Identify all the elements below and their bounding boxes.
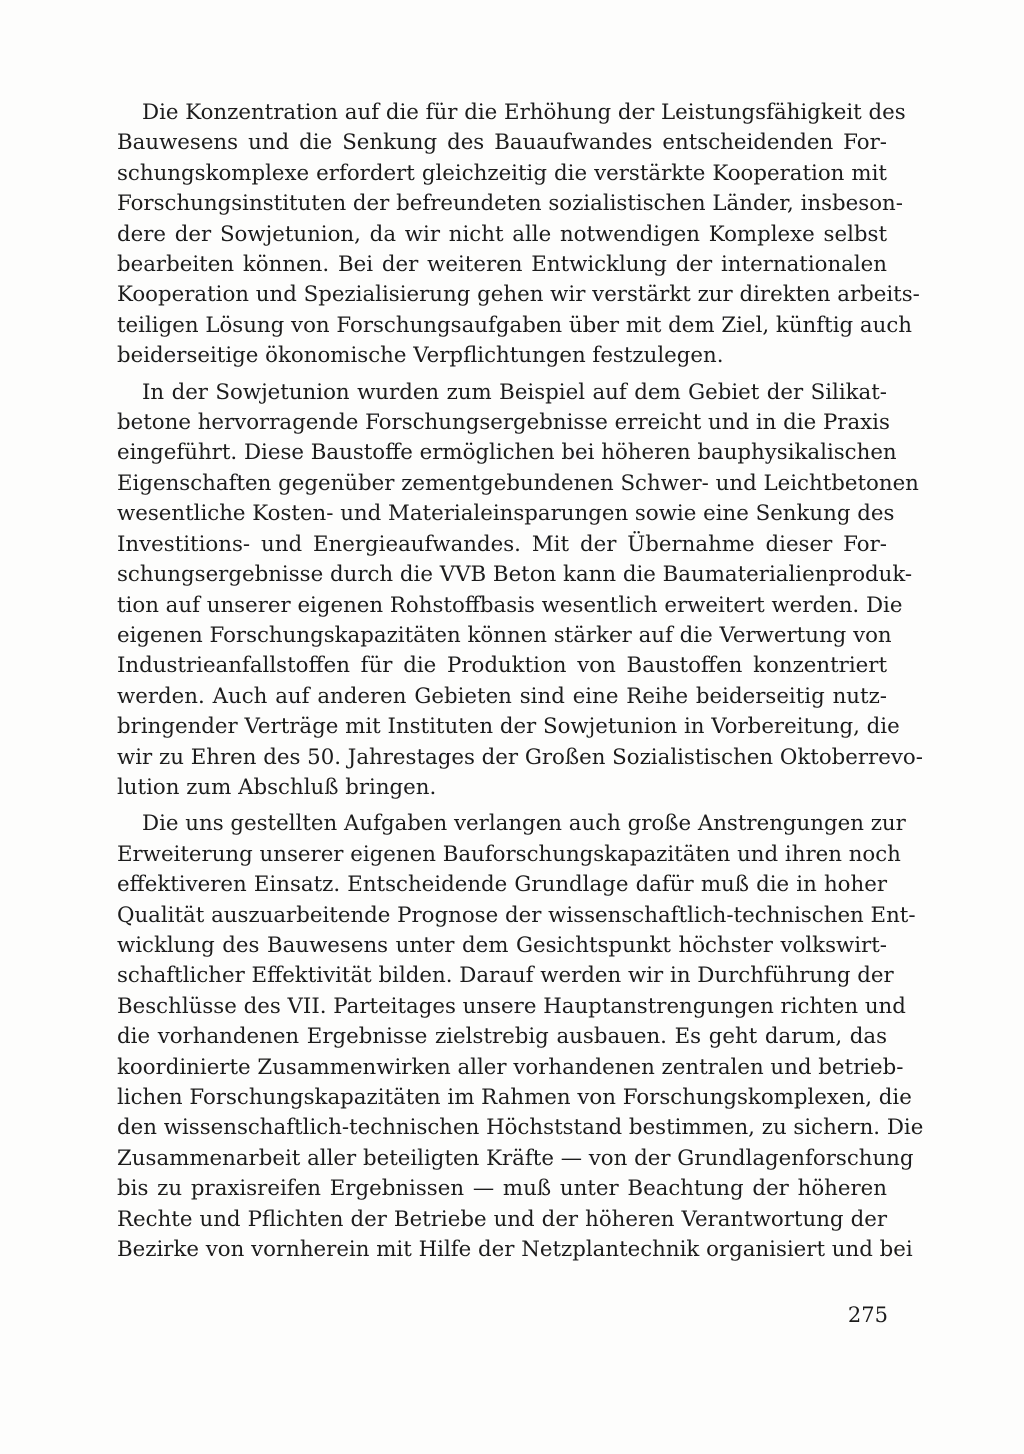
text-line: Die Konzentration auf die für die Erhöhung der Leistungsfähigkeit des (142, 100, 906, 125)
text-line: teiligen Lösung von Forschungsaufgaben über mit dem Ziel, künftig auch (117, 312, 912, 338)
text-line: wicklung des Bauwesens unter dem Gesichtspunkt höchster volkswirt- (117, 932, 887, 958)
text-line: werden. Auch auf anderen Gebieten sind eine Reihe beiderseitig nutz- (117, 683, 887, 709)
text-line: Beschlüsse des VII. Parteitages unsere Hauptanstrengungen richten und (117, 993, 906, 1019)
text-line: In der Sowjetunion wurden zum Beispiel auf dem Gebiet der Silikat- (142, 379, 887, 405)
text-line: Bauwesens und die Senkung des Bauaufwandes entscheidenden For- (117, 130, 887, 156)
text-line: tion auf unserer eigenen Rohstoffbasis wesentlich erweitert werden. Die (117, 592, 903, 618)
text-line: Zusammenarbeit aller beteiligten Kräfte — von der Grundlagenforschung (117, 1145, 914, 1171)
text-line: eingeführt. Diese Baustoffe ermöglichen bei höheren bauphysikalischen (117, 440, 897, 466)
text-line: Industrieanfallstoffen für die Produktion von Baustoffen konzentriert (117, 653, 887, 679)
text-line: schungsergebnisse durch die VVB Beton kann die Baumaterialienproduk- (117, 562, 913, 588)
text-line: Rechte und Pflichten der Betriebe und der höheren Verantwortung der (117, 1206, 887, 1232)
text-line: dere der Sowjetunion, da wir nicht alle notwendigen Komplexe selbst (117, 221, 887, 247)
text-line: Bezirke von vornherein mit Hilfe der Netzplantechnik organisiert und bei (117, 1237, 913, 1263)
paragraph (117, 378, 923, 804)
text-line: betone hervorragende Forschungsergebnisse erreicht und in die Praxis (117, 410, 890, 436)
paragraph (117, 98, 920, 372)
text-line: den wissenschaftlich-technischen Höchststand bestimmen, zu sichern. Die (117, 1115, 924, 1141)
text-line: die vorhandenen Ergebnisse zielstrebig ausbauen. Es geht darum, das (117, 1024, 887, 1050)
text-line: Die uns gestellten Aufgaben verlangen auch große Anstrengungen zur (142, 811, 906, 837)
text-line: bearbeiten können. Bei der weiteren Entwicklung der internationalen (117, 252, 887, 278)
text-line: Investitions- und Energieaufwandes. Mit der Übernahme dieser For- (117, 531, 887, 557)
page-number: 275 (847, 1303, 888, 1327)
text-line: Erweiterung unserer eigenen Bauforschungskapazitäten und ihren noch (117, 841, 901, 867)
body-text (117, 98, 924, 1265)
text-line: eigenen Forschungskapazitäten können stärker auf die Verwertung von (117, 622, 892, 648)
text-line: koordinierte Zusammenwirken aller vorhandenen zentralen und betrieb- (117, 1054, 904, 1080)
paragraph (117, 809, 924, 1265)
text-line: Forschungsinstituten der befreundeten sozialistischen Länder, insbeson- (117, 191, 903, 217)
text-line: bis zu praxisreifen Ergebnissen — muß unter Beachtung der höheren (117, 1176, 887, 1202)
text-line: lution zum Abschluß bringen. (117, 774, 437, 800)
text-line: Eigenschaften gegenüber zementgebundenen Schwer- und Leichtbetonen (117, 470, 919, 496)
text-line: effektiveren Einsatz. Entscheidende Grundlage dafür muß die in hoher (117, 872, 887, 898)
text-line: beiderseitige ökonomische Verpflichtungen festzulegen. (117, 343, 724, 369)
text-line: wir zu Ehren des 50. Jahrestages der Großen Sozialistischen Oktoberrevo- (117, 744, 923, 770)
text-line: wesentliche Kosten- und Materialeinsparungen sowie eine Senkung des (117, 501, 895, 527)
text-line: Kooperation und Spezialisierung gehen wir verstärkt zur direkten arbeits- (117, 282, 920, 308)
text-line: lichen Forschungskapazitäten im Rahmen von Forschungskomplexen, die (117, 1085, 912, 1110)
text-line: Qualität auszuarbeitende Prognose der wissenschaftlich-technischen Ent- (117, 902, 916, 928)
text-line: schungskomplexe erfordert gleichzeitig die verstärkte Kooperation mit (117, 160, 887, 186)
text-line: bringender Verträge mit Instituten der Sowjetunion in Vorbereitung, die (117, 714, 900, 740)
text-line: schaftlicher Effektivität bilden. Darauf werden wir in Durchführung der (117, 963, 894, 989)
